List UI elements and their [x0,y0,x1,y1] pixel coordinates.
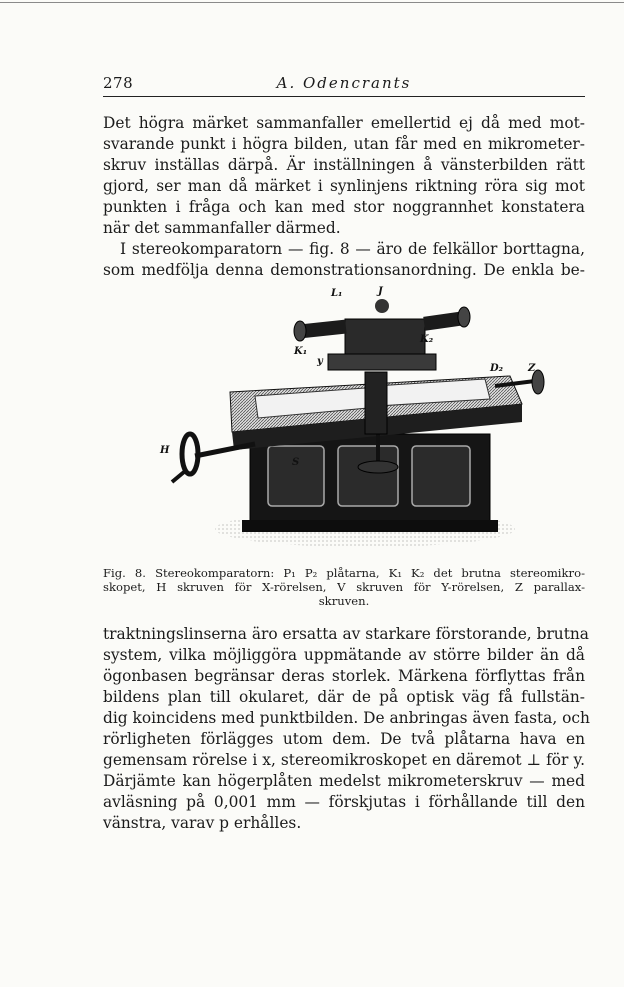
running-title: A. Odencrants [276,74,412,92]
stereocomparator-figure [150,284,545,552]
text-line: när det sammanfaller därmed. [103,219,341,237]
machine-base [242,434,498,532]
text-line: bildens plan till okularet, där de på optisk väg få fullstän- [103,688,585,706]
text-line: svarande punkt i högra bilden, utan får med en mikrometer- [103,135,585,153]
text-line: skruv inställas därpå. Är inställningen å vänsterbilden rätt [103,156,585,174]
text-line: gemensam rörelse i x, stereomikroskopet en däremot ⊥ för y. [103,751,585,769]
label-z: Z [528,363,536,374]
text-line: rörligheten förlägges utom dem. De två plåtarna hava en [103,730,585,748]
label-s: S [292,457,300,468]
label-h: H [160,445,170,456]
text-line: ögonbasen begränsar deras storlek. Märkena förflyttas från [103,667,585,685]
text-line: I stereokomparatorn — fig. 8 — äro de felkällor borttagna, [120,240,585,258]
top-rule [0,2,624,3]
text-line: system, vilka möjliggöra uppmätande av större bilder än då [103,646,585,664]
label-k2: K₂ [420,334,434,345]
page-number: 278 [103,74,134,92]
label-l1: L₁ [331,288,343,299]
text-line: Det högra märket sammanfaller emellertid ej då med mot- [103,114,585,132]
text-line: traktningslinserna äro ersatta av starkare förstorande, brutna [103,625,589,643]
label-y: y [317,356,323,367]
label-j: J [378,286,383,297]
text-line: avläsning på 0,001 mm — förskjutas i förhållande till den [103,793,585,811]
label-d: D₂ [490,363,504,374]
caption-line: skopet, H skruven för X-rörelsen, V skruven för Y-rörelsen, Z parallax- [103,580,585,594]
paragraph-2 [103,624,590,834]
running-head [103,74,585,97]
text-line: gjord, ser man då märket i synlinjens riktning röra sig mot [103,177,585,195]
text-line: punkten i fråga och kan med stor noggrannhet konstatera [103,198,585,216]
text-line: dig koincidens med punktbilden. De anbringas även fasta, och [103,709,590,727]
text-line: som medfölja denna demonstrationsanordning. De enkla be- [103,261,585,279]
figure-caption [103,566,585,608]
label-k1: K₁ [294,346,308,357]
text-line: vänstra, varav p erhålles. [103,814,302,832]
caption-line: Fig. 8. Stereokomparatorn: P₁ P₂ plåtarna, K₁ K₂ det brutna stereomikro- [103,566,585,580]
paragraph-1 [103,113,585,281]
caption-line: skruven. [318,594,370,608]
text-line: Därjämte kan högerplåten medelst mikrometerskruv — med [103,772,585,790]
